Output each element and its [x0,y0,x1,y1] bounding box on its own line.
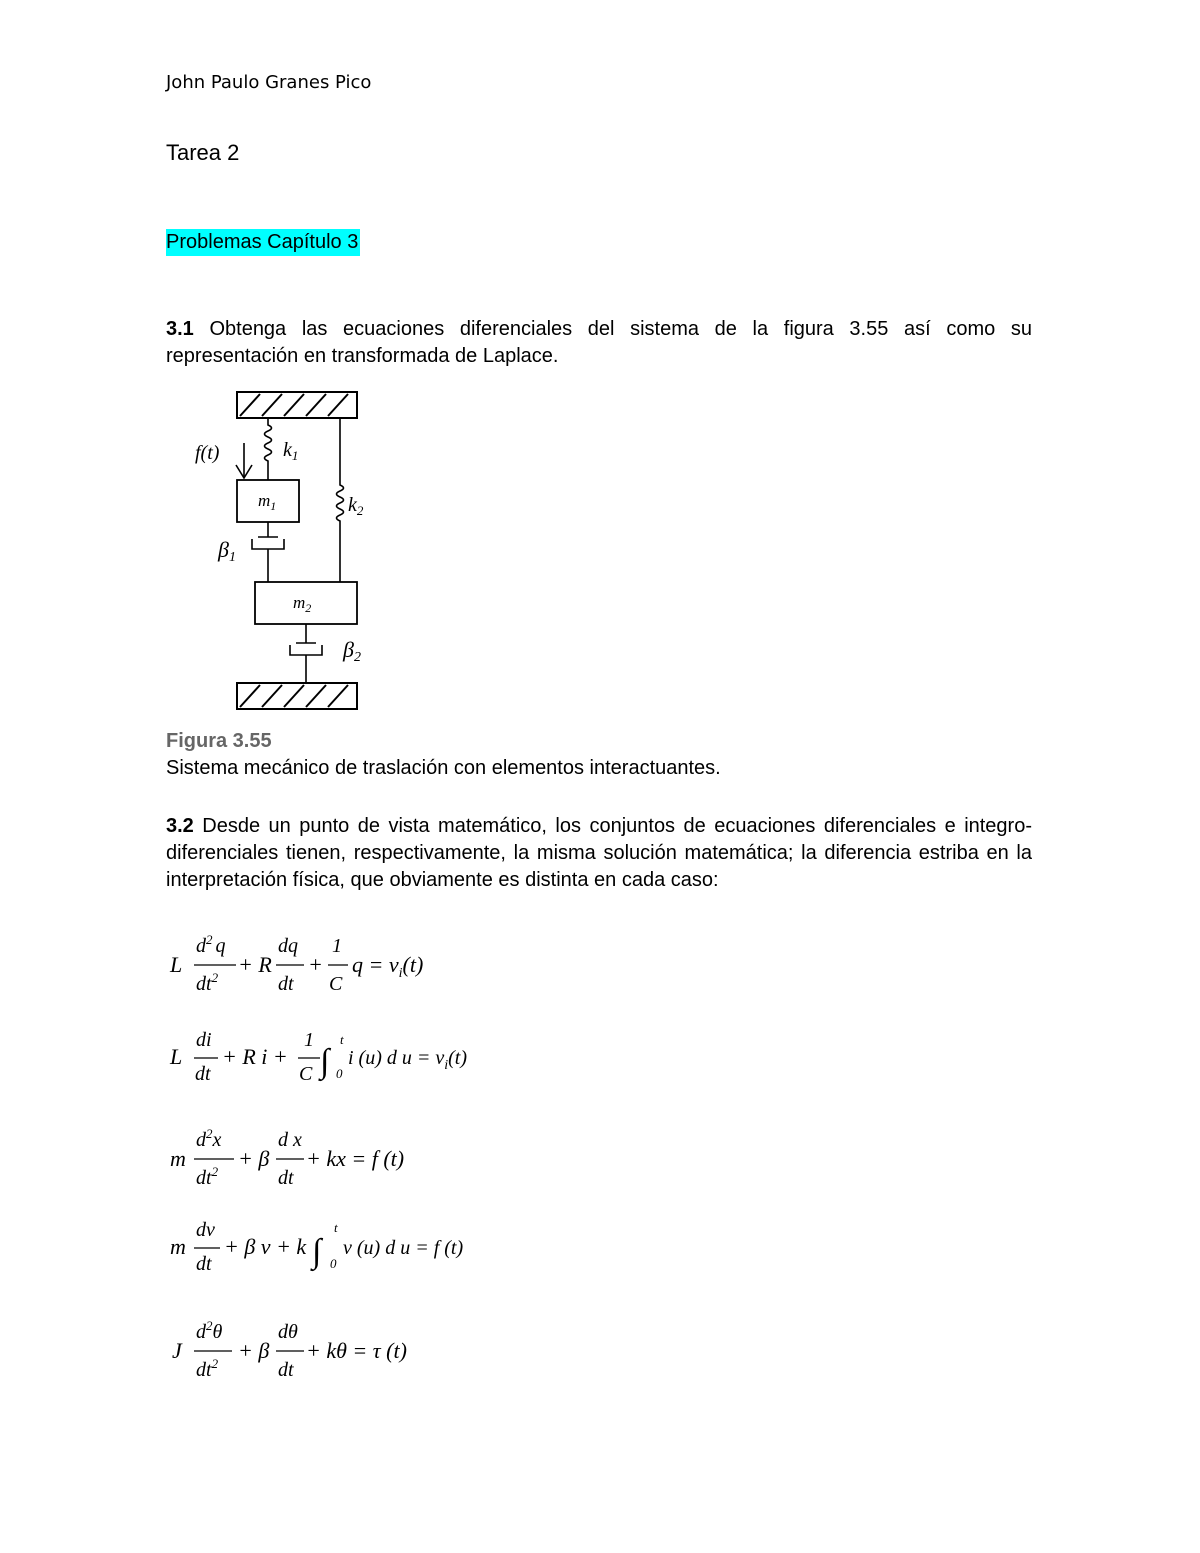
k2-label: $k_2$ [348,494,364,518]
svg-text:J: J [172,1338,182,1363]
figure-label: Figura 3.55 [166,730,272,752]
author-name: John Paulo Granes Pico [166,72,372,93]
problem-number: 3.1 [166,318,194,340]
svg-text:dv: dv [196,1220,215,1241]
svg-text:di: di [196,1029,212,1051]
svg-text:dt2: $dt^2$ [196,970,219,995]
svg-text:C: C [299,1063,313,1085]
figure-mechanical-system [180,385,380,715]
svg-text:+: + [308,952,323,977]
svg-text:+ R i +: + R i + [222,1044,288,1069]
problem-3-2 [166,813,1032,894]
bottom-ground [237,683,357,709]
svg-text:i (u) d u = vi(t): i (u) d $u = v_i(t)$ [348,1047,468,1073]
svg-text:dq: dq [278,935,298,957]
svg-text:v (u) d u = f (t): v (u) d u = f (t) [343,1237,464,1259]
svg-text:+ β: + β [238,1338,270,1363]
svg-text:1: 1 [332,935,342,957]
svg-text:+ R: + R [238,952,272,977]
equation-2 [166,1028,496,1088]
svg-text:t: t [340,1032,344,1047]
svg-text:L: L [170,1044,183,1069]
svg-text:d2θ: $d^2\theta$ [196,1318,223,1343]
svg-text:dt2: $dt^2$ [196,1356,219,1381]
equation-1 [166,928,466,998]
m2-label: $m_2$ [293,593,312,615]
damper-b1 [252,522,284,582]
m1-label: $m_1$ [258,491,277,513]
chapter-heading: Problemas Capítulo 3 [166,229,360,256]
svg-text:dθ: dθ [278,1321,298,1343]
svg-text:dt: dt [278,973,294,995]
damper-b2 [290,624,322,683]
svg-text:d x: d x [278,1129,302,1151]
top-ground [237,392,357,418]
svg-text:+ β: + β [238,1146,270,1171]
svg-text:+ kθ = τ (t): + kθ = τ (t) [306,1338,407,1363]
b2-label: β2 [343,637,361,665]
figure-caption [166,728,721,782]
svg-text:dt: dt [278,1167,294,1189]
b1-label: β1 [218,537,236,565]
svg-text:q = vi(t): $q = v_i(t)$ [352,952,424,981]
svg-text:m: m [170,1234,186,1259]
svg-text:d2x: $d^2x$ [196,1126,222,1151]
svg-text:m: m [170,1146,186,1171]
problem-3-1 [166,316,1032,370]
figure-caption-text: Sistema mecánico de traslación con elementos interactuantes. [166,757,721,779]
svg-text:dt: dt [196,1253,212,1275]
spring-k1 [265,418,272,480]
svg-text:∫: ∫ [312,1233,322,1270]
svg-text:+ kx = f (t): + kx = f (t) [306,1146,405,1171]
svg-text:L: L [170,952,183,977]
equation-5 [166,1316,466,1386]
svg-text:0: 0 [336,1066,343,1081]
equation-4 [166,1220,496,1280]
svg-text:+ β v + k: + β v + k [224,1234,307,1259]
svg-text:dt2: $dt^2$ [196,1164,219,1189]
problem-text: Obtenga las ecuaciones diferenciales del sistema de la figura 3.55 así como su representación en transformada de Laplace. [166,318,1032,367]
k1-label: $k_1$ [283,439,299,463]
svg-text:1: 1 [304,1029,314,1051]
equation-3 [166,1124,466,1194]
force-label: f(t) [195,442,220,464]
svg-text:dt: dt [278,1359,294,1381]
problem-text: Desde un punto de vista matemático, los conjuntos de ecuaciones diferenciales e integro-diferenciales tienen, respectivamente, la misma solución matemática; la diferencia estriba en la interpretación física, que obviamente es distinta en cada caso: [166,815,1032,891]
svg-text:0: 0 [330,1256,337,1271]
svg-text:d2q: $d^2$ q [196,932,226,957]
svg-text:dt: dt [195,1063,211,1085]
svg-text:C: C [329,973,343,995]
spring-k2 [337,418,344,582]
document-title: Tarea 2 [166,140,240,165]
force-arrow [236,443,252,478]
svg-text:∫: ∫ [320,1043,330,1080]
problem-number: 3.2 [166,815,194,837]
svg-text:t: t [334,1220,338,1235]
